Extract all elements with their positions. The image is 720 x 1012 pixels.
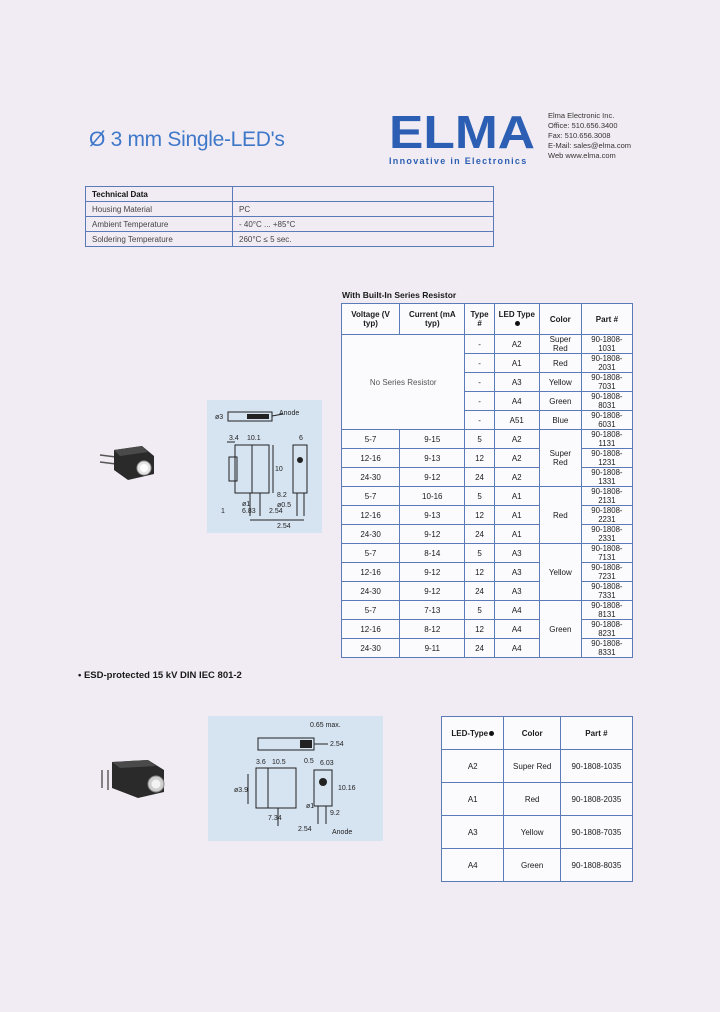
dimension-label: 10 xyxy=(275,466,283,473)
table-row xyxy=(442,783,633,816)
dimension-label: 7.34 xyxy=(268,815,282,822)
part-number-cell: 90-1808-8231 xyxy=(581,620,632,639)
type-cell: 12 xyxy=(465,620,494,639)
led-type-cell: A3 xyxy=(494,373,539,392)
type-cell: 24 xyxy=(465,525,494,544)
dot-icon xyxy=(489,731,494,736)
voltage-cell: 5-7 xyxy=(342,601,400,620)
table-row xyxy=(342,506,633,525)
table-row xyxy=(342,449,633,468)
color-cell: Green xyxy=(504,849,560,882)
current-cell: 9-11 xyxy=(400,639,465,658)
column-header: Color xyxy=(539,304,581,335)
dimension-drawing-2 xyxy=(208,716,383,841)
table-header-row xyxy=(342,304,633,335)
table-cell: 260°C ≤ 5 sec. xyxy=(233,232,494,247)
type-cell: 5 xyxy=(465,430,494,449)
column-header: Part # xyxy=(560,717,632,750)
color-cell: Blue xyxy=(539,411,581,430)
table-row xyxy=(342,563,633,582)
table-row xyxy=(86,232,494,247)
table-row xyxy=(342,468,633,487)
type-cell: - xyxy=(465,373,494,392)
contact-line: E-Mail: sales@elma.com xyxy=(548,141,632,150)
led-type-cell: A3 xyxy=(494,582,539,601)
part-number-cell: 90-1808-1031 xyxy=(581,335,632,354)
table-row xyxy=(442,750,633,783)
column-header-text: LED Type xyxy=(498,310,535,319)
dimension-label: 0.65 max. xyxy=(310,722,341,729)
voltage-cell: 5-7 xyxy=(342,430,400,449)
dimension-label: 3.6 xyxy=(256,759,266,766)
color-cell: Red xyxy=(539,354,581,373)
type-cell: 24 xyxy=(465,639,494,658)
dimension-drawing-1 xyxy=(207,400,322,533)
voltage-cell: 12-16 xyxy=(342,449,400,468)
type-cell: - xyxy=(465,411,494,430)
column-header xyxy=(442,717,504,750)
part-number-cell: 90-1808-7231 xyxy=(581,563,632,582)
color-cell: Red xyxy=(539,487,581,544)
led-type-cell: A3 xyxy=(494,563,539,582)
table-row xyxy=(86,202,494,217)
led-type-cell: A1 xyxy=(494,525,539,544)
type-cell: - xyxy=(465,335,494,354)
led-type-cell: A1 xyxy=(494,354,539,373)
type-cell: 12 xyxy=(465,563,494,582)
current-cell: 9-12 xyxy=(400,468,465,487)
dimension-label: ø3 xyxy=(215,414,224,421)
color-cell: Yellow xyxy=(539,544,581,601)
color-cell: Super Red xyxy=(539,430,581,487)
column-header: Part # xyxy=(581,304,632,335)
led-type-cell: A1 xyxy=(494,506,539,525)
column-header: Type # xyxy=(465,304,494,335)
part-number-cell: 90-1808-1331 xyxy=(581,468,632,487)
contact-line: Web www.elma.com xyxy=(548,151,616,160)
dimension-label: 6 xyxy=(299,435,303,442)
part-number-cell: 90-1808-1131 xyxy=(581,430,632,449)
current-cell: 9-12 xyxy=(400,582,465,601)
type-cell: - xyxy=(465,354,494,373)
voltage-cell: 12-16 xyxy=(342,563,400,582)
part-number-cell: 90-1808-2035 xyxy=(560,783,632,816)
dot-icon xyxy=(515,321,520,326)
dimension-label: ø3.9 xyxy=(234,787,249,794)
color-cell: Green xyxy=(539,392,581,411)
table-cell: Housing Material xyxy=(86,202,233,217)
led-type-cell: A2 xyxy=(494,335,539,354)
voltage-cell: 5-7 xyxy=(342,487,400,506)
voltage-cell: 24-30 xyxy=(342,639,400,658)
table-cell: - 40°C ... +85°C xyxy=(233,217,494,232)
dimension-label: 10.1 xyxy=(247,435,261,442)
page-title: Ø 3 mm Single-LED's xyxy=(89,128,285,151)
dimension-label: 3.4 xyxy=(229,435,239,442)
table-row xyxy=(342,639,633,658)
part-number-cell: 90-1808-8035 xyxy=(560,849,632,882)
type-cell: 24 xyxy=(465,468,494,487)
current-cell: 9-12 xyxy=(400,525,465,544)
table-row xyxy=(342,582,633,601)
part-number-cell: 90-1808-1035 xyxy=(560,750,632,783)
led-type-cell: A3 xyxy=(494,544,539,563)
current-cell: 9-12 xyxy=(400,563,465,582)
table-row xyxy=(442,816,633,849)
type-cell: 24 xyxy=(465,582,494,601)
column-header: Voltage (V typ) xyxy=(342,304,400,335)
voltage-cell: 12-16 xyxy=(342,506,400,525)
dimension-label: ø1 xyxy=(242,501,251,508)
color-cell: Super Red xyxy=(539,335,581,354)
led-type-cell: A4 xyxy=(494,620,539,639)
dimension-label: 9.2 xyxy=(330,810,340,817)
contact-line: Office: 510.656.3400 xyxy=(548,121,618,130)
technical-data-table xyxy=(85,186,494,247)
part-number-cell: 90-1808-2131 xyxy=(581,487,632,506)
no-series-resistor-cell: No Series Resistor xyxy=(342,335,465,430)
dimension-label: 10.5 xyxy=(272,759,286,766)
table-header-cell: Technical Data xyxy=(86,187,233,202)
led-photo-1 xyxy=(98,440,162,486)
table-cell: PC xyxy=(233,202,494,217)
led-type-cell: A1 xyxy=(442,783,504,816)
contact-line: Elma Electronic Inc. xyxy=(548,111,615,120)
voltage-cell: 12-16 xyxy=(342,620,400,639)
led-type-cell: A1 xyxy=(494,487,539,506)
part-number-cell: 90-1808-7131 xyxy=(581,544,632,563)
anode-label: Anode xyxy=(332,829,353,836)
column-header xyxy=(494,304,539,335)
part-number-cell: 90-1808-1231 xyxy=(581,449,632,468)
type-cell: - xyxy=(465,392,494,411)
esd-note: • ESD-protected 15 kV DIN IEC 801-2 xyxy=(78,670,242,681)
current-cell: 8-12 xyxy=(400,620,465,639)
part-number-cell: 90-1808-8131 xyxy=(581,601,632,620)
elma-logo xyxy=(389,108,537,152)
table-row xyxy=(342,430,633,449)
type-cell: 5 xyxy=(465,487,494,506)
part-number-cell: 90-1808-7331 xyxy=(581,582,632,601)
current-cell: 7-13 xyxy=(400,601,465,620)
led-type-cell: A51 xyxy=(494,411,539,430)
led-parts-table-2 xyxy=(441,716,633,882)
contact-block xyxy=(548,111,631,161)
dimension-label: 2.54 xyxy=(277,523,291,530)
part-number-cell: 90-1808-6031 xyxy=(581,411,632,430)
dimension-label: 6.83 xyxy=(242,508,256,515)
current-cell: 10-16 xyxy=(400,487,465,506)
color-cell: Green xyxy=(539,601,581,658)
type-cell: 5 xyxy=(465,544,494,563)
dimension-label: 2.54 xyxy=(298,826,312,833)
table-header-row xyxy=(442,717,633,750)
current-cell: 9-15 xyxy=(400,430,465,449)
table-row xyxy=(342,601,633,620)
series-resistor-caption: With Built-In Series Resistor xyxy=(342,290,457,300)
anode-label: Anode xyxy=(279,410,300,417)
dimension-label: 8.2 xyxy=(277,492,287,499)
dimension-label: 2.54 xyxy=(330,741,344,748)
logo-tagline: Innovative in Electronics xyxy=(389,156,528,166)
column-header: Current (mA typ) xyxy=(400,304,465,335)
color-cell: Super Red xyxy=(504,750,560,783)
voltage-cell: 24-30 xyxy=(342,582,400,601)
color-cell: Yellow xyxy=(504,816,560,849)
dimension-label: 0.5 xyxy=(304,758,314,765)
table-row xyxy=(342,487,633,506)
led-type-cell: A3 xyxy=(442,816,504,849)
table-row xyxy=(86,187,494,202)
current-cell: 9-13 xyxy=(400,506,465,525)
led-type-cell: A4 xyxy=(442,849,504,882)
current-cell: 9-13 xyxy=(400,449,465,468)
led-type-cell: A2 xyxy=(494,449,539,468)
led-photo-2 xyxy=(98,752,172,804)
led-type-cell: A2 xyxy=(494,468,539,487)
dimension-label: 10.16 xyxy=(338,785,356,792)
type-cell: 12 xyxy=(465,506,494,525)
dimension-label: ø0.5 xyxy=(277,502,292,509)
esd-note-text: ESD-protected 15 kV DIN IEC 801-2 xyxy=(83,670,242,681)
type-cell: 12 xyxy=(465,449,494,468)
table-row xyxy=(342,335,633,354)
contact-line: Fax: 510.656.3008 xyxy=(548,131,611,140)
table-cell: Soldering Temperature xyxy=(86,232,233,247)
dimension-label: 1 xyxy=(221,508,225,515)
part-number-cell: 90-1808-7035 xyxy=(560,816,632,849)
voltage-cell: 5-7 xyxy=(342,544,400,563)
table-row xyxy=(442,849,633,882)
table-row xyxy=(342,620,633,639)
logo-wordmark: ELMA xyxy=(389,108,535,152)
dimension-label: 6.03 xyxy=(320,760,334,767)
part-number-cell: 90-1808-2031 xyxy=(581,354,632,373)
color-cell: Yellow xyxy=(539,373,581,392)
part-number-cell: 90-1808-2231 xyxy=(581,506,632,525)
current-cell: 8-14 xyxy=(400,544,465,563)
led-parts-table xyxy=(341,303,633,658)
dimension-label: ø1 xyxy=(306,803,315,810)
dimension-label: 2.54 xyxy=(269,508,283,515)
table-cell: Ambient Temperature xyxy=(86,217,233,232)
voltage-cell: 24-30 xyxy=(342,468,400,487)
part-number-cell: 90-1808-7031 xyxy=(581,373,632,392)
color-cell: Red xyxy=(504,783,560,816)
part-number-cell: 90-1808-8331 xyxy=(581,639,632,658)
led-type-cell: A4 xyxy=(494,392,539,411)
led-type-cell: A2 xyxy=(442,750,504,783)
led-type-cell: A4 xyxy=(494,601,539,620)
type-cell: 5 xyxy=(465,601,494,620)
table-row xyxy=(86,217,494,232)
column-header: Color xyxy=(504,717,560,750)
part-number-cell: 90-1808-2331 xyxy=(581,525,632,544)
column-header-text: LED-Type xyxy=(451,728,489,738)
table-row xyxy=(342,544,633,563)
part-number-cell: 90-1808-8031 xyxy=(581,392,632,411)
led-type-cell: A2 xyxy=(494,430,539,449)
table-row xyxy=(342,525,633,544)
led-type-cell: A4 xyxy=(494,639,539,658)
voltage-cell: 24-30 xyxy=(342,525,400,544)
